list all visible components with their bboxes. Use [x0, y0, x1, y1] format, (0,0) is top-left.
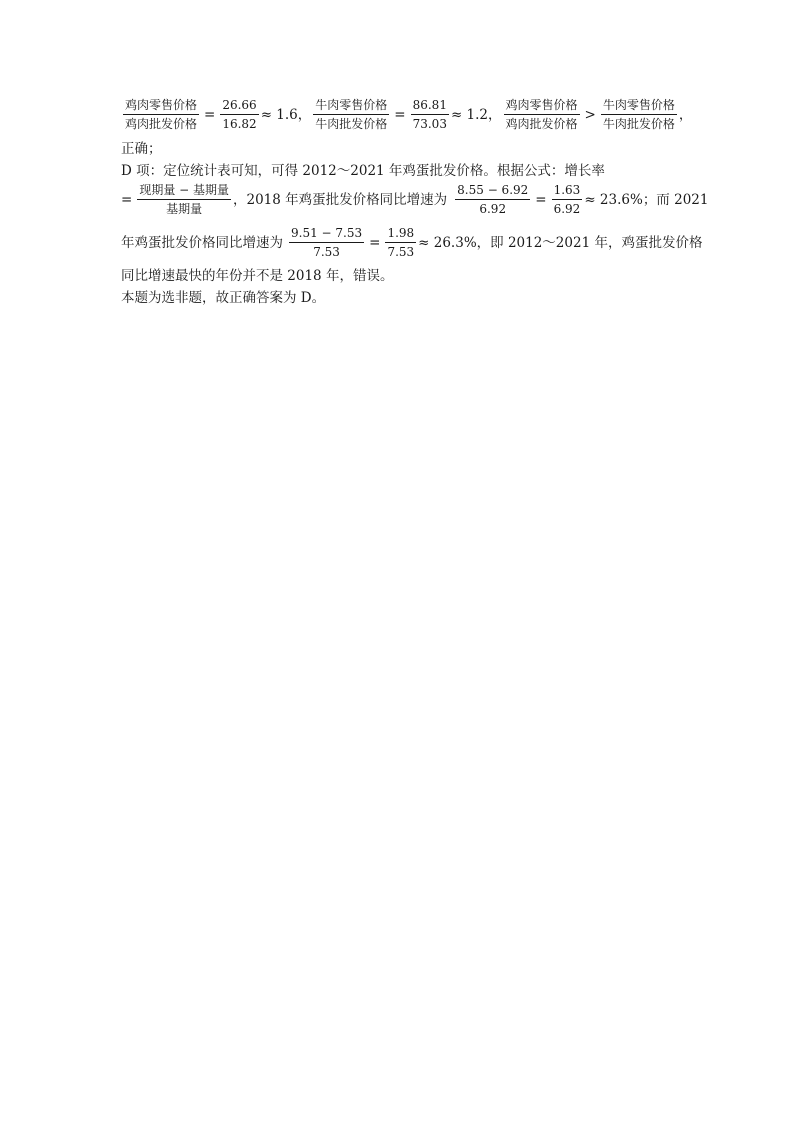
fraction-denominator: 7.53: [387, 245, 415, 259]
body-text: ；而 2021: [642, 191, 709, 208]
fraction-numerator: 86.81: [412, 98, 447, 112]
greater-than-sign: >: [584, 106, 596, 123]
approx-value: ≈ 23.6%: [584, 191, 643, 208]
fraction-numerator: 9.51 − 7.53: [291, 226, 363, 240]
fraction-bar: [123, 114, 199, 115]
fraction-numerator: 牛肉零售价格: [602, 98, 675, 112]
fraction-denominator: 16.82: [222, 117, 257, 131]
fraction-numerator: 1.63: [553, 183, 581, 197]
growth-rate-formula-fraction: [137, 182, 231, 217]
equals-sign: =: [121, 191, 133, 208]
fraction-numerator: 鸡肉零售价格: [125, 98, 198, 112]
growth-2021-result-fraction: [385, 225, 416, 260]
equals-sign: =: [535, 191, 547, 208]
fraction-denominator: 基期量: [166, 202, 203, 216]
fraction-numerator: 26.66: [222, 98, 257, 112]
option-d-intro: D 项：定位统计表可知，可得 2012～2021 年鸡蛋批发价格。根据公式：增长率: [121, 163, 605, 179]
fraction-denominator: 6.92: [553, 202, 581, 216]
fraction-numerator: 8.55 − 6.92: [457, 183, 529, 197]
body-text: ，即 2012～2021 年，鸡蛋批发价格: [476, 234, 703, 251]
conclusion-text: 正确；: [121, 141, 162, 157]
beef-ratio-fraction: [601, 97, 677, 132]
fraction-numerator: 牛肉零售价格: [315, 98, 388, 112]
approx-value: ≈ 26.3%: [418, 234, 477, 251]
fraction-denominator: 73.03: [412, 117, 447, 131]
option-d-conclusion: 同比增速最快的年份并不是 2018 年，错误。: [121, 268, 394, 284]
equals-sign: =: [369, 234, 381, 251]
body-text: ，2018 年鸡蛋批发价格同比增速为: [233, 191, 448, 208]
growth-2021-fraction: [289, 225, 364, 260]
fraction-bar: [552, 199, 583, 200]
fraction-bar: [289, 242, 364, 243]
fraction-bar: [504, 114, 580, 115]
fraction-numerator: 现期量 − 基期量: [139, 183, 229, 197]
fraction-denominator: 鸡肉批发价格: [505, 117, 578, 131]
beef-ratio-fraction: [313, 97, 389, 132]
beef-values-fraction: [411, 97, 449, 132]
fraction-bar: [601, 114, 677, 115]
fraction-bar: [455, 199, 530, 200]
fraction-bar: [313, 114, 389, 115]
fraction-denominator: 7.53: [313, 245, 340, 259]
separator: ，: [678, 106, 693, 123]
ratio-comparison-line: [121, 97, 692, 132]
approx-value: ≈ 1.2: [450, 106, 489, 123]
fraction-numerator: 鸡肉零售价格: [505, 98, 578, 112]
fraction-bar: [411, 114, 449, 115]
separator: ，: [297, 106, 312, 123]
chicken-ratio-fraction: [504, 97, 580, 132]
fraction-bar: [137, 199, 231, 200]
equals-sign: =: [394, 106, 406, 123]
growth-2018-fraction: [455, 182, 530, 217]
equals-sign: =: [204, 106, 216, 123]
growth-2018-result-fraction: [552, 182, 583, 217]
fraction-denominator: 牛肉批发价格: [602, 117, 675, 131]
chicken-ratio-fraction: [123, 97, 199, 132]
approx-value: ≈ 1.6: [260, 106, 298, 123]
growth-formula-line: [121, 182, 708, 217]
fraction-denominator: 牛肉批发价格: [315, 117, 388, 131]
fraction-bar: [220, 114, 258, 115]
fraction-denominator: 鸡肉批发价格: [125, 117, 198, 131]
final-answer: 本题为选非题，故正确答案为 D。: [121, 290, 326, 306]
fraction-numerator: 1.98: [387, 226, 415, 240]
fraction-denominator: 6.92: [479, 202, 507, 216]
growth-2021-line: [121, 225, 702, 260]
separator: ，: [488, 106, 502, 123]
fraction-bar: [385, 242, 416, 243]
body-text: 年鸡蛋批发价格同比增速为: [121, 234, 283, 251]
chicken-values-fraction: [220, 97, 258, 132]
